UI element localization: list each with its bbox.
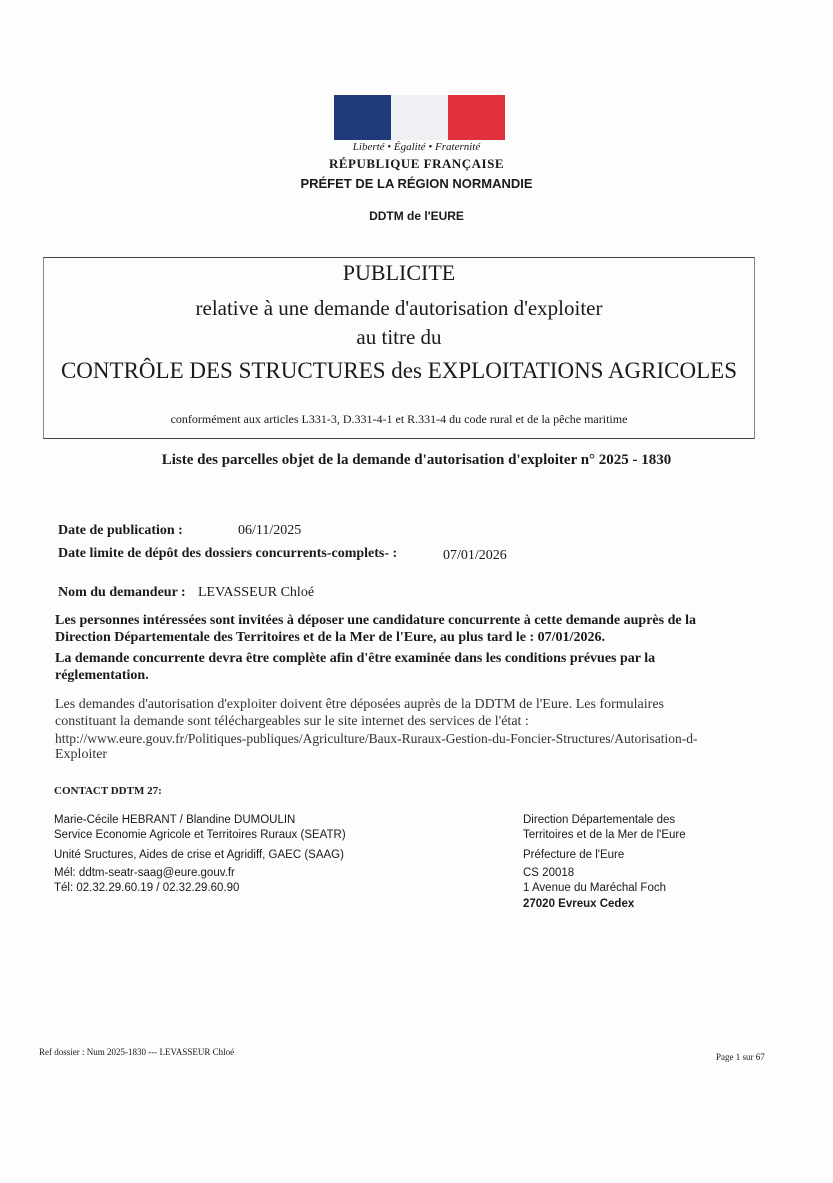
notice-p2b: réglementation. <box>55 668 149 683</box>
motto: Liberté • Égalité • Fraternité <box>352 141 481 153</box>
contact-right <box>523 813 686 912</box>
notice-p1a: Les personnes intéressées sont invitées à déposer une candidature concurrente à cette demande auprès de la <box>55 613 696 628</box>
notice-p3b: constituant la demande sont téléchargeables sur le site internet des services de l'état : <box>55 714 529 729</box>
contact-service: Service Economie Agricole et Territoires Ruraux (SEATR) <box>54 829 346 841</box>
box-line3: CONTRÔLE DES STRUCTURES des EXPLOITATIONS AGRICOLES <box>60 358 738 383</box>
footer-ref: Ref dossier : Num 2025-1830 --- LEVASSEUR Chloé <box>39 1047 235 1057</box>
republic-label: RÉPUBLIQUE FRANÇAISE <box>328 156 505 171</box>
prefect-label: PRÉFET DE LA RÉGION NORMANDIE <box>300 176 533 191</box>
applicant-label: Nom du demandeur : <box>58 585 186 600</box>
contact-email[interactable]: Mél: ddtm-seatr-saag@eure.gouv.fr <box>54 867 235 879</box>
box-articles: conformément aux articles L331-3, D.331-4-1 et R.331-4 du code rural et de la pêche maritime <box>170 412 628 426</box>
deadline-label: Date limite de dépôt des dossiers concurrents-complets- : <box>58 546 398 561</box>
website-link-end[interactable]: Exploiter <box>55 747 108 762</box>
service-label: DDTM de l'EURE <box>369 209 464 223</box>
list-title: Liste des parcelles objet de la demande d'autorisation d'exploiter n° 2025 - 1830 <box>161 452 672 468</box>
publication-value: 06/11/2025 <box>238 523 302 538</box>
box-line2: au titre du <box>356 325 442 349</box>
address-city: 27020 Evreux Cedex <box>523 898 635 910</box>
address-line: CS 20018 <box>523 867 575 879</box>
deadline-value: 07/01/2026 <box>443 548 507 563</box>
website-link[interactable]: http://www.eure.gouv.fr/Politiques-publiques/Agriculture/Baux-Ruraux-Gestion-du-Foncier-Structures/Autorisation-d- <box>55 731 698 746</box>
notice-p1b: Direction Départementale des Territoires et de la Mer de l'Eure, au plus tard le : 07/01/2026. <box>55 630 605 645</box>
marianne-logo <box>334 95 505 140</box>
page-number: Page 1 sur 67 <box>716 1052 765 1062</box>
contact-phone: Tél: 02.32.29.60.19 / 02.32.29.60.90 <box>54 882 240 894</box>
address-line: Direction Départementale des <box>523 814 676 826</box>
contact-names: Marie-Cécile HEBRANT / Blandine DUMOULIN <box>54 814 296 826</box>
contact-unit: Unité Sructures, Aides de crise et Agridiff, GAEC (SAAG) <box>54 849 344 861</box>
applicant-value: LEVASSEUR Chloé <box>198 585 315 600</box>
publication-label: Date de publication : <box>58 523 183 538</box>
box-title: PUBLICITE <box>342 260 456 285</box>
address-line: 1 Avenue du Maréchal Foch <box>523 882 666 894</box>
contact-title: CONTACT DDTM 27: <box>54 785 162 797</box>
box-line1: relative à une demande d'autorisation d'exploiter <box>195 296 603 320</box>
address-line: Préfecture de l'Eure <box>523 849 625 861</box>
address-line: Territoires et de la Mer de l'Eure <box>523 829 686 841</box>
notice-p3a: Les demandes d'autorisation d'exploiter doivent être déposées auprès de la DDTM de l'Eure. Les formulaires <box>55 697 664 712</box>
publicity-box <box>43 257 755 439</box>
notice-p2a: La demande concurrente devra être complète afin d'être examinée dans les conditions prévues par la <box>55 651 656 666</box>
contact-left <box>54 813 346 896</box>
